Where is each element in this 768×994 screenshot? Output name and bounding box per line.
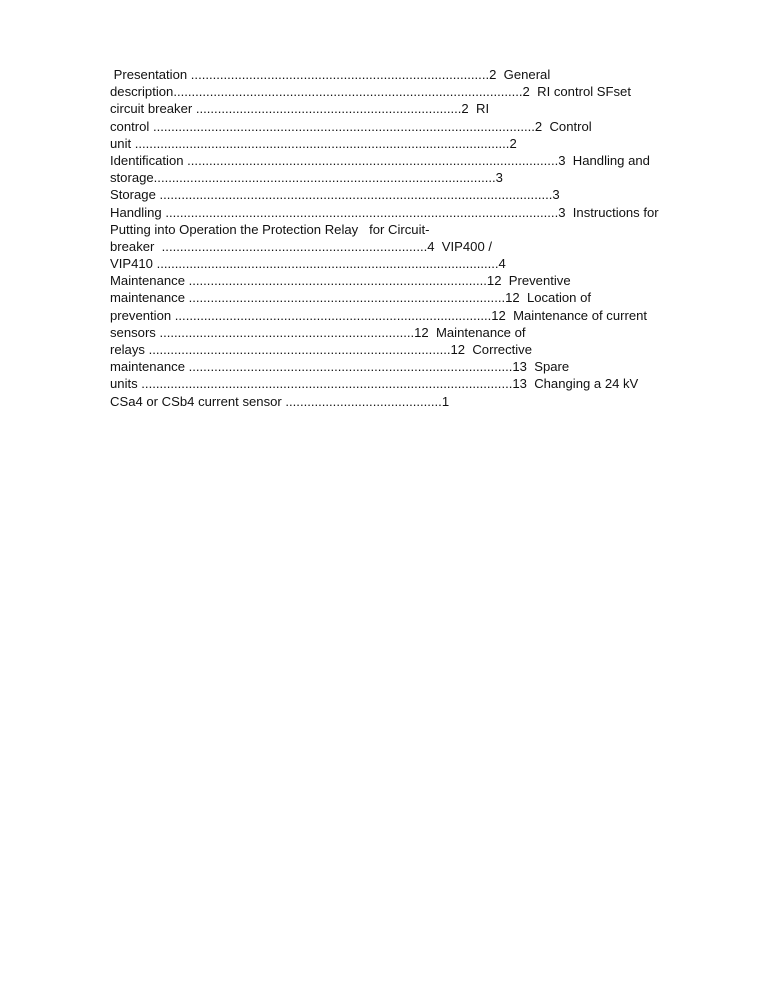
toc-line: Maintenance ..................................................................................12 Preventive xyxy=(110,273,571,289)
toc-line: circuit breaker .........................................................................2 RI xyxy=(110,101,490,117)
toc-line: relays ...................................................................................12 Corrective xyxy=(110,342,533,357)
toc-line: control .........................................................................................................2 Control xyxy=(110,118,592,134)
toc-line: Handling ............................................................................................................3 Instructions for xyxy=(110,204,659,220)
toc-line: prevention .......................................................................................12 Maintenance of current xyxy=(110,307,648,323)
toc-line: Putting into Operation the Protection Relay for Circuit- xyxy=(110,221,430,237)
toc-line: Presentation ..................................................................................2 General xyxy=(110,67,551,82)
toc-line: Identification ......................................................................................................3 Handling and xyxy=(110,152,650,168)
toc-line: description................................................................................................2 RI control SFset xyxy=(110,84,631,100)
toc-line: unit .......................................................................................................2 xyxy=(110,135,517,151)
toc-line: units ......................................................................................................13 Changing a 24 kV xyxy=(110,376,639,392)
toc-line: maintenance .........................................................................................13 Spare xyxy=(110,359,570,375)
toc-line: maintenance .......................................................................................12 Location of xyxy=(110,290,592,306)
toc-line: Storage ............................................................................................................3 xyxy=(110,187,560,203)
toc-line: VIP410 ..............................................................................................4 xyxy=(110,256,506,272)
toc-line: breaker .........................................................................4 VIP400 / xyxy=(110,238,493,254)
table-of-contents xyxy=(110,66,710,410)
toc-line: storage..............................................................................................3 xyxy=(110,170,503,186)
toc-line: CSa4 or CSb4 current sensor ...........................................1 xyxy=(110,393,450,409)
toc-line: sensors ......................................................................12 Maintenance of xyxy=(110,324,526,340)
